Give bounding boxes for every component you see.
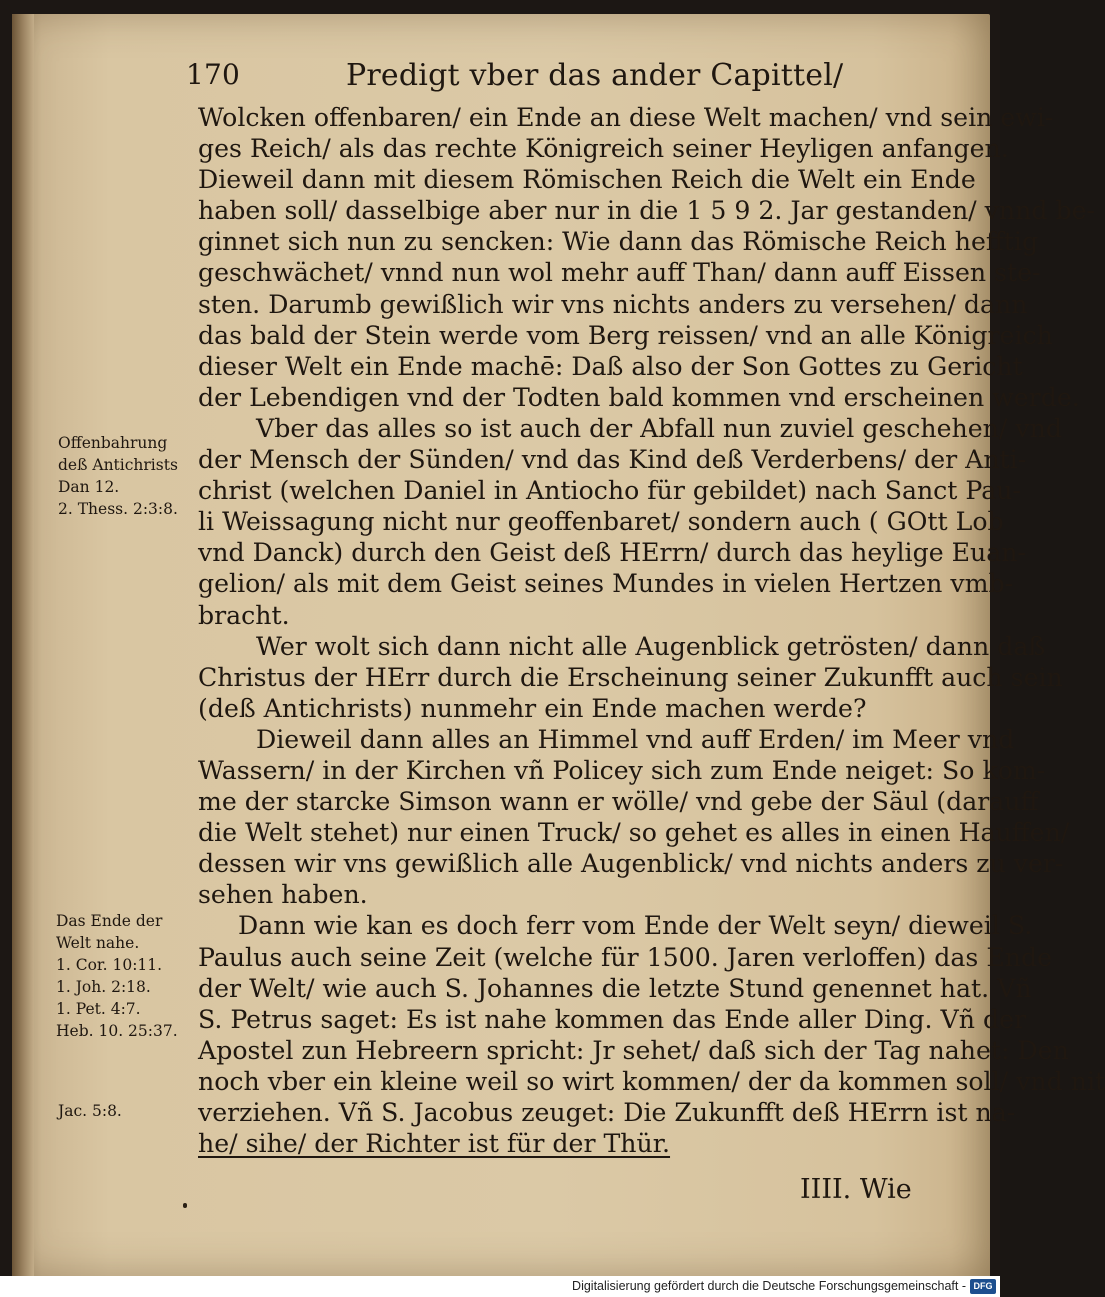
margin-note-antichrist: [58, 432, 178, 520]
text-line: der Mensch der Sünden/ vnd das Kind deß Verderbens/ der Anti-: [198, 445, 1027, 475]
text-line: christ (welchen Daniel in Antiocho für gebildet) nach Sanct Pau-: [198, 476, 1021, 506]
paragraph-end-line: (deß Antichrists) nunmehr ein Ende machen werde?: [198, 693, 867, 723]
paragraph-start-line: Dieweil dann alles an Himmel vnd auff Erden/ im Meer vnd: [256, 724, 1015, 754]
text-line: Paulus auch seine Zeit (welche für 1500. Jaren verloffen) das Ende: [198, 942, 1052, 972]
body-text: [198, 102, 1105, 1159]
paragraph-start-line: Vber das alles so ist auch der Abfall nun zuviel geschehen/ vnd: [256, 413, 1062, 443]
text-line: geschwächet/ vnnd nun wol mehr auff Than/ dann auff Eissen ste-: [198, 258, 1041, 288]
text-line: li Weissagung nicht nur geoffenbaret/ sondern auch ( GOtt Lob: [198, 507, 1004, 537]
text-line: haben soll/ dasselbige aber nur in die 1 5 9 2. Jar gestanden/ vnnd be-: [198, 196, 1096, 226]
margin-note-line: Das Ende der: [56, 912, 163, 930]
text-line: dessen wir vns gewißlich alle Augenblick/ vnd nichts anders zu ver-: [198, 849, 1064, 879]
margin-note-end-of-world: [56, 910, 178, 1042]
ink-speck: [183, 1203, 187, 1208]
text-line: Dieweil dann mit diesem Römischen Reich die Welt ein Ende: [198, 165, 976, 195]
funding-attribution: Digitalisierung gefördert durch die Deutsche Forschungsgemeinschaft -: [572, 1279, 966, 1293]
text-line: Wolcken offenbaren/ ein Ende an diese Welt machen/ vnd sein ewi-: [198, 103, 1054, 132]
text-line: S. Petrus saget: Es ist nahe kommen das Ende aller Ding. Vñ der: [198, 1004, 1027, 1034]
paragraph-end-line: he/ sihe/ der Richter ist für der Thür.: [198, 1129, 671, 1159]
footer-bar: [0, 1276, 1000, 1297]
text-line: ginnet sich nun zu sencken: Wie dann das Römische Reich hefftig: [198, 227, 1039, 257]
text-line: Christus der HErr durch die Erscheinung seiner Zukunfft auch sein: [198, 662, 1063, 692]
running-head: [186, 58, 946, 102]
text-line: gelion/ als mit dem Geist seines Mundes in vielen Hertzen vmb-: [198, 569, 1014, 599]
paragraph-start-line: Wer wolt sich dann nicht alle Augenblick getrösten/ dann daß: [256, 631, 1046, 661]
paragraph-end-line: bracht.: [198, 600, 290, 630]
margin-note-line: 2. Thess. 2:3:8.: [58, 500, 178, 518]
text-line: dieser Welt ein Ende machē: Daß also der Son Gottes zu Gericht: [198, 351, 1023, 381]
text-line: vnd Danck) durch den Geist deß HErrn/ durch das heylige Euan-: [198, 538, 1026, 568]
dfg-logo-icon: DFG: [970, 1279, 996, 1294]
text-line: Wassern/ in der Kirchen vñ Policey sich zum Ende neiget: So kom-: [198, 755, 1046, 785]
margin-note-line: 1. Cor. 10:11.: [56, 956, 163, 974]
text-line: me der starcke Simson wann er wölle/ vnd gebe der Säul (darauff: [198, 787, 1039, 817]
margin-note-line: Offenbahrung: [58, 434, 168, 452]
book-spine-shadow: [12, 14, 34, 1276]
text-line: das bald der Stein werde vom Berg reissen/ vnd an alle Königreich: [198, 320, 1053, 350]
catchword: IIII. Wie: [800, 1174, 912, 1205]
margin-note-line: Jac. 5:8.: [58, 1102, 122, 1120]
text-line: verziehen. Vñ S. Jacobus zeuget: Die Zukunfft deß HErrn ist na-: [198, 1098, 1016, 1127]
text-line: Apostel zun Hebreern spricht: Jr sehet/ daß sich der Tag nahet: Den: [198, 1035, 1069, 1065]
text-line: der Lebendigen vnd der Todten bald kommen vnd erscheinen werde.: [198, 382, 1080, 412]
running-title: Predigt vber das ander Capittel/: [346, 58, 844, 93]
margin-note-line: 1. Joh. 2:18.: [56, 978, 151, 996]
margin-note-line: Welt nahe.: [56, 934, 140, 952]
page-number: 170: [186, 58, 241, 91]
paragraph-start-line: Dann wie kan es doch ferr vom Ende der Welt seyn/ dieweil S.: [238, 911, 1033, 941]
margin-note-line: Dan 12.: [58, 478, 120, 496]
paragraph-end-line: sehen haben.: [198, 880, 368, 910]
text-line: die Welt stehet) nur einen Truck/ so gehet es alles in einen Hauffen/: [198, 818, 1070, 848]
margin-note-line: 1. Pet. 4:7.: [56, 1000, 141, 1018]
text-line: sten. Darumb gewißlich wir vns nichts anders zu versehen/ dann: [198, 289, 1028, 319]
margin-note-line: Heb. 10. 25:37.: [56, 1022, 178, 1040]
text-line: noch vber ein kleine weil so wirt kommen/ der da kommen soll/ vnd nit: [198, 1066, 1105, 1096]
text-line: ges Reich/ als das rechte Königreich seiner Heyligen anfangen.: [198, 134, 1009, 164]
text-line: der Welt/ wie auch S. Johannes die letzte Stund genennet hat. Vñ: [198, 973, 1032, 1003]
margin-note-james: [58, 1100, 122, 1122]
margin-note-line: deß Antichrists: [58, 456, 178, 474]
